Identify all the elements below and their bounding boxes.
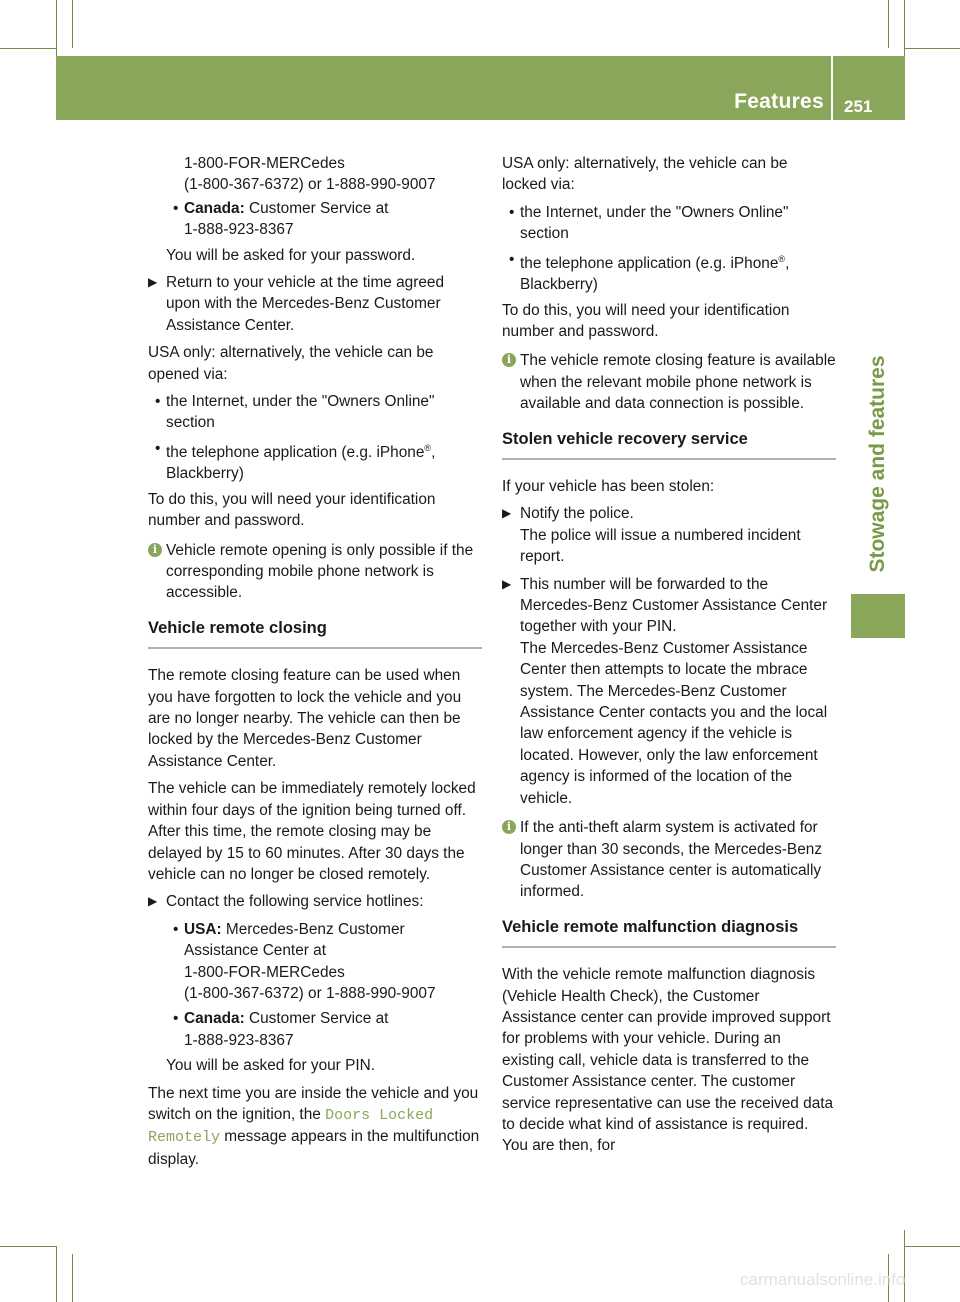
info-note: i Vehicle remote opening is only possible if the corresponding mobile phone network is accessible. <box>148 540 482 604</box>
phone-number: 1-800-FOR-MERCedes (1-800-367-6372) or 1-888-990-9007 <box>184 155 436 194</box>
paragraph: USA only: alternatively, the vehicle can be locked via: <box>502 155 788 194</box>
paragraph: The remote closing feature can be used when you have forgotten to lock the vehicle and you are no longer nearby. The vehicle can then be locked by the Mercedes-Benz Customer Assistance Center. <box>148 667 462 770</box>
info-note: i If the anti-theft alarm system is activated for longer than 30 seconds, the Mercedes-Benz Customer Assistance center is automatically informed. <box>502 817 836 903</box>
step-item: ▶ This number will be forwarded to the Mercedes-Benz Customer Assistance Center together with your PIN. The Mercedes-Benz Customer Assistance Center then attempts to locate the mbrace system. The Mercedes-Benz Customer Assistance Center contacts you and the local law enforcement agency if the vehicle is located. However, only the law enforcement agency is informed of the location of the vehicle. <box>502 575 828 807</box>
paragraph: To do this, you will need your identification number and password. <box>502 301 790 340</box>
section-heading: Vehicle remote closing <box>148 618 482 649</box>
crop-mark <box>904 0 905 56</box>
list-item: • the Internet, under the "Owners Online" section <box>509 203 789 243</box>
info-icon: i <box>148 543 162 557</box>
crop-mark <box>904 1246 960 1247</box>
right-column <box>502 153 836 1163</box>
crop-mark <box>56 0 57 56</box>
password-note: You will be asked for your password. <box>166 246 416 264</box>
list-item: • Canada: Customer Service at 1-888-923-8367 <box>173 1010 389 1049</box>
step-item: ▶ Notify the police. The police will issue a numbered incident report. <box>502 505 801 566</box>
watermark: carmanualsonline.info <box>740 1270 906 1289</box>
crop-mark <box>72 0 73 48</box>
section-heading: Stolen vehicle recovery service <box>502 429 836 460</box>
list-item: • Canada: Customer Service at 1-888-923-8367 <box>173 199 389 239</box>
paragraph: If your vehicle has been stolen: <box>502 478 715 495</box>
list-item: • USA: Mercedes-Benz Customer Assistance Center at 1-800-FOR-MERCedes (1-800-367-6372) or 1-888-990-9007 <box>173 920 436 1002</box>
crop-mark <box>888 0 889 48</box>
step-item: ▶ Contact the following service hotlines: <box>148 893 424 911</box>
section-heading: Vehicle remote malfunction diagnosis <box>502 917 836 948</box>
crop-mark <box>904 1230 905 1302</box>
display-message: Doors Locked Remotely <box>148 1106 434 1147</box>
crop-mark <box>72 1254 73 1302</box>
info-icon: i <box>502 820 516 834</box>
side-tab-label: Stowage and features <box>866 355 889 573</box>
section-title: Features <box>734 90 824 113</box>
page-number: 251 <box>844 97 873 116</box>
info-note: i The vehicle remote closing feature is available when the relevant mobile phone network is available and data connection is possible. <box>502 350 836 414</box>
side-tab-marker <box>851 594 905 638</box>
pin-note: You will be asked for your PIN. <box>166 1057 376 1075</box>
crop-mark <box>56 1246 57 1302</box>
paragraph: With the vehicle remote malfunction diagnosis (Vehicle Health Check), the Customer Assistance center can provide improved support for problems with your vehicle. During an existing call, vehicle data is transferred to the Customer Assistance center. The customer service representative can use the received data to decide what kind of assistance is required. You are then, for <box>502 966 834 1155</box>
step-item: ▶ Return to your vehicle at the time agreed upon with the Mercedes-Benz Customer Assistance Center. <box>148 274 445 334</box>
list-item: • the telephone application (e.g. iPhone®, Blackberry) <box>155 439 436 483</box>
paragraph: The next time you are inside the vehicle and you switch on the ignition, the Doors Locked Remotely message appears in the multifunction display. <box>148 1084 480 1168</box>
paragraph: The vehicle can be immediately remotely locked within four days of the ignition being turned off. After this time, the remote closing may be delayed by 15 to 60 minutes. After 30 days the vehicle can no longer be closed remotely. <box>148 780 476 883</box>
list-item: • the Internet, under the "Owners Online" section <box>155 393 435 432</box>
crop-mark <box>904 48 960 49</box>
list-item: • the telephone application (e.g. iPhone®, Blackberry) <box>509 250 790 294</box>
crop-mark <box>0 1246 56 1247</box>
paragraph: USA only: alternatively, the vehicle can be opened via: <box>148 344 434 383</box>
header-divider <box>831 56 833 120</box>
crop-mark <box>0 48 56 49</box>
paragraph: To do this, you will need your identification number and password. <box>148 490 436 530</box>
info-icon: i <box>502 353 516 367</box>
left-column <box>148 153 482 1176</box>
